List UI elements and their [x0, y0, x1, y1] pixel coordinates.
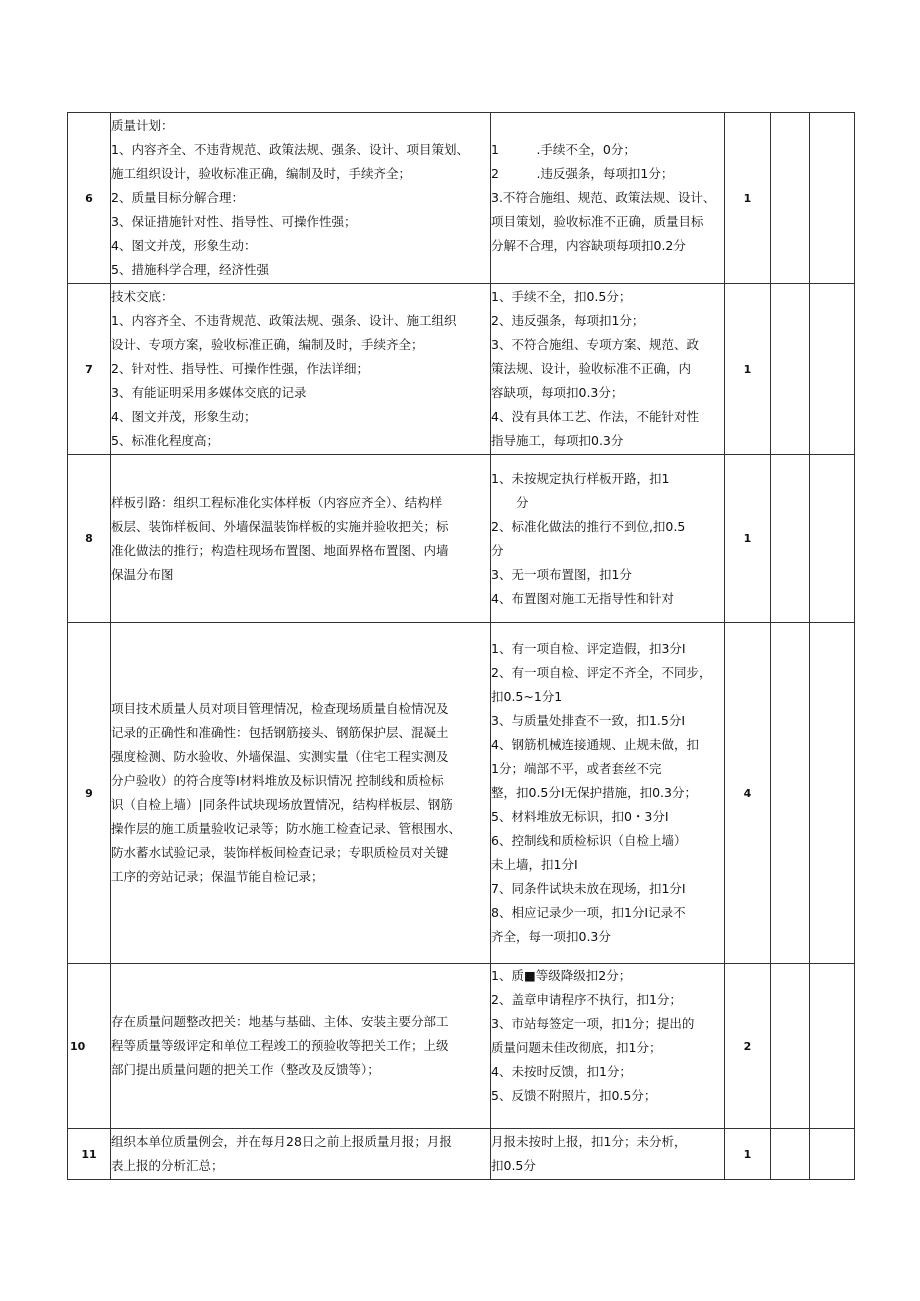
deduction-line: 2、标准化做法的推行不到位,扣0.5: [491, 518, 686, 534]
empty-cell: [771, 623, 810, 964]
standard-cell: [111, 113, 491, 284]
table-row: [68, 284, 855, 455]
deduction-cell: [491, 623, 725, 964]
deduction-line: 1 .手续不全，0分；: [491, 142, 636, 157]
row-number: 11: [68, 1129, 111, 1180]
standard-line: 程等质量等级评定和单位工程竣工的预验收等把关工作；上级: [111, 1038, 449, 1053]
deduction-cell: [491, 113, 725, 284]
deduction-line: 指导施工，每项扣0.3分: [491, 433, 624, 448]
deduction-line: 策法规、设计，验收标准不正确，内: [491, 361, 692, 376]
deduction-line: 8、相应记录少一项，扣1分I记录不: [491, 905, 686, 920]
standard-line: 3、保证措施针对性、指导性、可操作性强；: [111, 214, 357, 229]
standard-line: 项目技术质量人员对项目管理情况，检查现场质量自检情况及: [111, 701, 449, 716]
standard-line: 5、措施科学合理，经济性强: [111, 262, 269, 277]
deduction-line: 分: [491, 542, 504, 558]
standard-line: 技术交底：: [111, 289, 174, 304]
standard-cell: [111, 964, 491, 1129]
deduction-line: 2、违反强条，每项扣1分；: [491, 313, 645, 328]
standard-line: 3、有能证明采用多媒体交底的记录: [111, 385, 307, 400]
deduction-line: 4、没有具体工艺、作法，不能针对性: [491, 409, 699, 424]
empty-cell: [771, 964, 810, 1129]
deduction-line: 5、反馈不附照片，扣0.5分；: [491, 1088, 657, 1103]
table-row: [68, 455, 855, 623]
score-cell: 1: [725, 113, 771, 284]
standard-line: 准化做法的推行；构造柱现场布置图、地面界格布置图、内墙: [111, 542, 449, 558]
standard-line: 4、图文并茂，形象生动：: [111, 238, 257, 253]
deduction-line: 2、有一项自检、评定不齐全，不同步，: [491, 665, 712, 680]
empty-cell: [810, 1129, 855, 1180]
row-number: 6: [68, 113, 111, 284]
empty-cell: [771, 284, 810, 455]
deduction-line: 2 .违反强条，每项扣1分；: [491, 166, 674, 181]
standard-line: 表上报的分析汇总；: [111, 1158, 224, 1173]
standard-line: 操作层的施工质量验收记录等；防水施工检查记录、管根围水、: [111, 821, 462, 836]
score-cell: 1: [725, 284, 771, 455]
empty-cell: [771, 1129, 810, 1180]
row-number: 9: [68, 623, 111, 964]
standard-line: 记录的正确性和准确性：包括钢筋接头、钢筋保护层、混凝土: [111, 725, 449, 740]
table-row: [68, 113, 855, 284]
standard-line: 工序的旁站记录；保温节能自检记录；: [111, 869, 324, 884]
standard-line: 分户验收）的符合度等I材料堆放及标识情况 控制线和质检标: [111, 773, 444, 788]
standard-line: 2、针对性、指导性、可操作性强，作法详细；: [111, 361, 369, 376]
deduction-line: 7、同条件试块未放在现场，扣1分I: [491, 881, 686, 896]
row-number: 10: [68, 964, 111, 1129]
row-number: 8: [68, 455, 111, 623]
standard-line: 5、标准化程度高；: [111, 433, 219, 448]
empty-cell: [810, 284, 855, 455]
deduction-line: 1、质■等级降级扣2分；: [491, 968, 632, 983]
deduction-line: 3、市站每签定一项，扣1分；提出的: [491, 1016, 695, 1031]
deduction-line: 3、与质量处排查不一致，扣1.5分I: [491, 713, 686, 728]
deduction-line: 1分；端部不平，或者套丝不完: [491, 761, 662, 776]
deduction-line: 6、控制线和质检标识（自检上墙）: [491, 833, 687, 848]
deduction-line: 3、不符合施组、专项方案、规范、政: [491, 337, 699, 352]
standard-line: 1、内容齐全、不违背规范、政策法规、强条、设计、项目策划、: [111, 142, 469, 157]
deduction-line: 项目策划，验收标准不正确，质量目标: [491, 214, 704, 229]
standard-line: 设计、专项方案，验收标准正确，编制及时，手续齐全；: [111, 337, 424, 352]
empty-cell: [810, 964, 855, 1129]
deduction-line: 月报未按时上报，扣1分；未分析，: [491, 1134, 687, 1149]
row-number: 7: [68, 284, 111, 455]
standard-line: 存在质量问题整改把关：地基与基础、主体、安装主要分部工: [111, 1014, 449, 1029]
standard-line: 样板引路：组织工程标准化实体样板（内容应齐全）、结构样: [111, 494, 443, 510]
deduction-line: 未上墙，扣1分I: [491, 857, 578, 872]
standard-line: 保温分布图: [111, 566, 174, 582]
standard-cell: [111, 284, 491, 455]
empty-cell: [810, 113, 855, 284]
empty-cell: [810, 455, 855, 623]
deduction-cell: [491, 964, 725, 1129]
empty-cell: [771, 455, 810, 623]
standard-line: 强度检测、防水验收、外墙保温、实测实量（住宅工程实测及: [111, 749, 449, 764]
standard-line: 施工组织设计，验收标准正确，编制及时，手续齐全；: [111, 166, 412, 181]
standard-line: 1、内容齐全、不违背规范、政策法规、强条、设计、施工组织: [111, 313, 457, 328]
standard-line: 质量计划：: [111, 118, 174, 133]
table-row: [68, 623, 855, 964]
deduction-line: 1、手续不全，扣0.5分；: [491, 289, 632, 304]
score-cell: 1: [725, 1129, 771, 1180]
deduction-line: 扣0.5~1分1: [491, 689, 563, 704]
standard-line: 防水蓄水试验记录，装饰样板间检查记录；专职质检员对关键: [111, 845, 449, 860]
deduction-line: 4、未按时反馈，扣1分；: [491, 1064, 632, 1079]
deduction-line: 扣0.5分: [491, 1158, 536, 1173]
standard-cell: [111, 1129, 491, 1180]
deduction-line: 整，扣0.5分I无保护措施，扣0.3分；: [491, 785, 697, 800]
score-cell: 2: [725, 964, 771, 1129]
deduction-line: 质量问题未佳改彻底，扣1分；: [491, 1040, 662, 1055]
standard-line: 4、图文并茂，形象生动；: [111, 409, 257, 424]
standard-cell: [111, 623, 491, 964]
empty-cell: [771, 113, 810, 284]
standard-cell: [111, 455, 491, 623]
deduction-line: 4、布置图对施工无指导性和针对: [491, 590, 674, 606]
table-row: [68, 1129, 855, 1180]
empty-cell: [810, 623, 855, 964]
standard-line: 识（自检上墙）|同条件试块现场放置情况，结构样板层、钢筋: [111, 797, 453, 812]
score-cell: 1: [725, 455, 771, 623]
standard-line: 2、质量目标分解合理：: [111, 190, 244, 205]
deduction-line: 分: [491, 494, 529, 510]
deduction-line: 1、未按规定执行样板开路，扣1: [491, 470, 670, 486]
deduction-line: 齐全，每一项扣0.3分: [491, 929, 611, 944]
standard-line: 板层、装饰样板间、外墙保温装饰样板的实施并验收把关；标: [111, 518, 449, 534]
table-row: [68, 964, 855, 1129]
deduction-line: 1、有一项自检、评定造假，扣3分I: [491, 641, 686, 656]
quality-inspection-table: [67, 112, 855, 1180]
deduction-cell: [491, 455, 725, 623]
deduction-cell: [491, 1129, 725, 1180]
deduction-line: 容缺项，每项扣0.3分；: [491, 385, 624, 400]
deduction-line: 分解不合理，内容缺项每项扣0.2分: [491, 238, 686, 253]
score-cell: 4: [725, 623, 771, 964]
deduction-line: 3、无一项布置图，扣1分: [491, 566, 632, 582]
deduction-line: 3.不符合施组、规范、政策法规、设计、: [491, 190, 716, 205]
deduction-line: 2、盖章申请程序不执行，扣1分；: [491, 992, 682, 1007]
deduction-line: 5、材料堆放无标识，扣0・3分I: [491, 809, 669, 824]
deduction-line: 4、钢筋机械连接通规、止规未做，扣: [491, 737, 699, 752]
deduction-cell: [491, 284, 725, 455]
standard-line: 部门提出质量问题的把关工作（整改及反馈等）；: [111, 1062, 380, 1077]
standard-line: 组织本单位质量例会，并在每月28日之前上报质量月报；月报: [111, 1134, 452, 1149]
